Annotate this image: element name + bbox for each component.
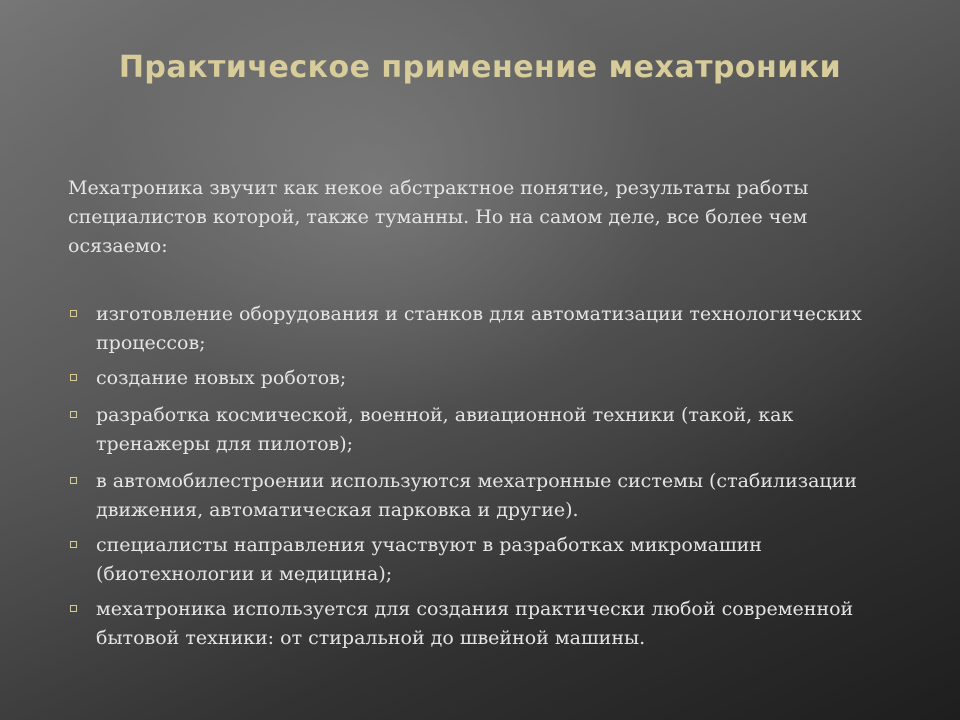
bullet-text: изготовление оборудования и станков для автоматизации технологических процессов; (96, 303, 862, 354)
square-bullet-icon (70, 605, 77, 612)
list-item (68, 467, 908, 525)
bullet-text: специалисты направления участвуют в разработках микромашин (биотехнологии и медицина); (96, 534, 762, 585)
list-item (68, 364, 908, 393)
intro-paragraph: Мехатроника звучит как некое абстрактное понятие, результаты работы специалистов которой, также туманны. Но на самом деле, все более чем осязаемо: (68, 177, 809, 257)
list-item (68, 300, 908, 358)
square-bullet-icon (70, 541, 77, 548)
bullet-text: в автомобилестроении используются мехатронные системы (стабилизации движения, автоматическая парковка и другие). (96, 470, 857, 521)
bullet-text: разработка космической, военной, авиационной техники (такой, как тренажеры для пилотов); (96, 404, 794, 455)
square-bullet-icon (70, 477, 77, 484)
square-bullet-icon (70, 310, 77, 317)
list-item (68, 595, 908, 653)
bullet-text: мехатроника используется для создания практически любой современной бытовой техники: от стиральной до швейной машины. (96, 598, 854, 649)
square-bullet-icon (70, 374, 77, 381)
list-item (68, 531, 908, 589)
square-bullet-icon (70, 411, 77, 418)
bullet-text: создание новых роботов; (96, 367, 347, 389)
slide-title: Практическое применение мехатроники (118, 50, 842, 85)
bullet-list (68, 300, 908, 659)
list-item (68, 401, 908, 459)
